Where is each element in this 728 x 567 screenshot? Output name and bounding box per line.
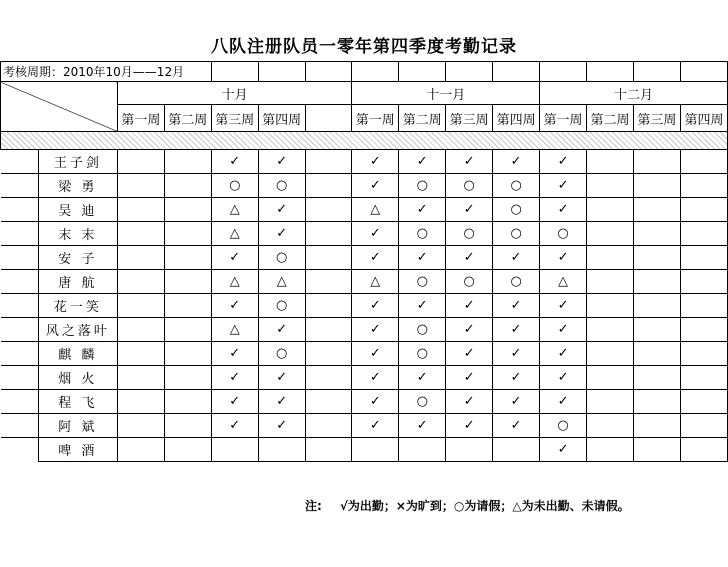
attendance-mark: ✓ [493,342,540,366]
attendance-mark [446,438,493,462]
attendance-mark [305,246,352,270]
attendance-mark: △ [211,270,258,294]
week-header-cell: 第二周 [164,105,211,132]
week-header-cell: 第一周 [540,105,587,132]
member-row [1,342,728,366]
attendance-mark [680,270,727,294]
attendance-mark [633,294,680,318]
attendance-mark [164,390,211,414]
attendance-mark [399,438,446,462]
attendance-mark: ✓ [446,342,493,366]
member-row [1,174,728,198]
member-name: 王子剑 [38,150,117,174]
attendance-mark: ✓ [352,414,399,438]
attendance-mark [117,438,164,462]
attendance-mark [352,438,399,462]
attendance-mark: ○ [399,390,446,414]
attendance-mark: ✓ [352,246,399,270]
attendance-mark: ✓ [258,222,305,246]
attendance-mark: ✓ [352,150,399,174]
attendance-mark: ○ [540,414,587,438]
hatched-separator [1,132,728,150]
row-spacer-cell [1,222,39,246]
member-name: 程 飞 [38,390,117,414]
attendance-mark: ○ [258,246,305,270]
attendance-mark [164,174,211,198]
member-name: 麒 麟 [38,342,117,366]
attendance-mark: ✓ [352,222,399,246]
attendance-mark: ✓ [352,294,399,318]
member-name: 啤 酒 [38,438,117,462]
attendance-mark [680,246,727,270]
empty-cell [633,62,680,82]
legend-label: 注: [305,499,322,513]
attendance-mark: ✓ [540,150,587,174]
row-spacer-cell [1,294,39,318]
attendance-mark: ✓ [493,366,540,390]
attendance-mark: ✓ [540,318,587,342]
attendance-mark [211,438,258,462]
row-spacer-cell [1,246,39,270]
attendance-mark [587,150,634,174]
attendance-mark [117,246,164,270]
attendance-mark [117,150,164,174]
attendance-mark [633,366,680,390]
attendance-mark: ○ [493,198,540,222]
month-header-october: 十月 [117,82,351,105]
attendance-mark: ○ [493,174,540,198]
empty-cell [680,62,727,82]
month-row [1,82,728,105]
attendance-mark: ○ [446,174,493,198]
attendance-mark: ✓ [540,294,587,318]
attendance-mark [587,174,634,198]
attendance-mark [633,390,680,414]
legend-text: √为出勤；×为旷到；○为请假；△为未出勤、未请假。 [339,499,630,513]
week-header-cell: 第三周 [633,105,680,132]
attendance-mark: ✓ [540,342,587,366]
row-spacer-cell [1,198,39,222]
attendance-mark: ○ [399,318,446,342]
empty-cell [211,62,258,82]
empty-cell [493,62,540,82]
attendance-mark [587,342,634,366]
attendance-mark [587,246,634,270]
row-spacer-cell [1,414,39,438]
attendance-mark: ○ [399,222,446,246]
attendance-mark: ✓ [446,390,493,414]
attendance-mark: ✓ [211,366,258,390]
member-name: 风之落叶 [38,318,117,342]
attendance-mark: ✓ [258,414,305,438]
attendance-mark: △ [211,222,258,246]
month-header-december: 十二月 [540,82,728,105]
attendance-mark [633,174,680,198]
attendance-table [0,61,728,462]
attendance-mark [305,150,352,174]
attendance-mark [633,342,680,366]
member-name: 阿 斌 [38,414,117,438]
attendance-mark [117,366,164,390]
empty-cell [587,62,634,82]
attendance-mark: ✓ [493,294,540,318]
attendance-mark [305,366,352,390]
attendance-mark: ✓ [493,414,540,438]
attendance-mark: △ [211,318,258,342]
attendance-mark [633,318,680,342]
attendance-mark [117,174,164,198]
row-spacer-cell [1,174,39,198]
attendance-mark [117,270,164,294]
month-header-november: 十一月 [352,82,540,105]
week-header-cell: 第四周 [258,105,305,132]
member-name: 末 末 [38,222,117,246]
attendance-mark [493,438,540,462]
attendance-mark: ✓ [352,174,399,198]
attendance-mark [633,222,680,246]
member-row [1,390,728,414]
member-row [1,318,728,342]
attendance-mark [633,246,680,270]
attendance-mark [680,438,727,462]
attendance-mark [117,198,164,222]
attendance-mark: △ [211,198,258,222]
attendance-mark: ✓ [352,342,399,366]
attendance-mark: ○ [258,294,305,318]
attendance-mark [587,294,634,318]
attendance-mark [164,270,211,294]
attendance-mark [117,294,164,318]
attendance-mark: ✓ [258,318,305,342]
attendance-mark: ✓ [211,390,258,414]
attendance-mark [117,318,164,342]
legend-note [305,497,630,514]
row-spacer-cell [1,366,39,390]
attendance-mark [305,270,352,294]
attendance-mark [305,222,352,246]
empty-cell [258,62,305,82]
attendance-mark: ✓ [446,414,493,438]
attendance-mark: △ [258,270,305,294]
row-spacer-cell [1,270,39,294]
attendance-mark [305,414,352,438]
attendance-mark [305,342,352,366]
attendance-mark: ○ [258,342,305,366]
member-row [1,414,728,438]
member-name: 梁 勇 [38,174,117,198]
attendance-mark: ✓ [493,390,540,414]
attendance-mark: ✓ [446,318,493,342]
attendance-mark [164,294,211,318]
attendance-mark [117,390,164,414]
attendance-mark: ○ [399,174,446,198]
attendance-mark [680,318,727,342]
attendance-mark: ○ [493,270,540,294]
attendance-mark [680,366,727,390]
attendance-mark [117,414,164,438]
week-header-cell: 第二周 [399,105,446,132]
attendance-mark [587,270,634,294]
attendance-mark [164,438,211,462]
week-header-cell [305,105,352,132]
attendance-mark: ✓ [258,150,305,174]
member-row [1,366,728,390]
attendance-mark [305,174,352,198]
attendance-mark [633,414,680,438]
attendance-mark: ✓ [446,246,493,270]
attendance-mark [164,222,211,246]
attendance-mark: ✓ [540,390,587,414]
attendance-mark [633,438,680,462]
empty-cell [540,62,587,82]
attendance-mark [164,150,211,174]
attendance-mark [633,198,680,222]
attendance-mark [164,318,211,342]
attendance-mark [305,198,352,222]
member-row [1,246,728,270]
hatched-separator-row [1,132,728,150]
empty-cell [352,62,399,82]
attendance-mark [305,318,352,342]
attendance-mark: ✓ [493,318,540,342]
attendance-mark: ✓ [258,390,305,414]
week-header-cell: 第三周 [211,105,258,132]
attendance-mark: ✓ [211,150,258,174]
attendance-mark [680,174,727,198]
attendance-mark [680,390,727,414]
attendance-mark: ✓ [446,198,493,222]
attendance-mark: ✓ [446,294,493,318]
attendance-mark: ✓ [493,246,540,270]
attendance-mark: ✓ [446,150,493,174]
member-name: 吴 迪 [38,198,117,222]
week-header-cell: 第四周 [493,105,540,132]
attendance-mark [117,222,164,246]
attendance-mark [117,342,164,366]
row-spacer-cell [1,150,39,174]
attendance-mark: ✓ [446,366,493,390]
attendance-mark: △ [352,198,399,222]
attendance-mark [680,294,727,318]
attendance-mark: ✓ [540,174,587,198]
attendance-mark [258,438,305,462]
attendance-mark: ✓ [211,414,258,438]
attendance-mark: ✓ [399,150,446,174]
attendance-mark [680,150,727,174]
attendance-mark: △ [540,270,587,294]
row-spacer-cell [1,318,39,342]
attendance-mark [587,366,634,390]
attendance-mark: ○ [211,174,258,198]
member-name: 唐 航 [38,270,117,294]
attendance-mark [587,438,634,462]
attendance-mark: ○ [258,174,305,198]
empty-cell [305,62,352,82]
member-name: 安 子 [38,246,117,270]
attendance-mark: ✓ [399,294,446,318]
attendance-mark: ✓ [540,198,587,222]
attendance-mark: ✓ [540,438,587,462]
attendance-mark [680,342,727,366]
attendance-mark: ✓ [493,150,540,174]
attendance-mark [164,198,211,222]
attendance-mark: ○ [540,222,587,246]
attendance-mark: ✓ [399,366,446,390]
empty-cell [399,62,446,82]
member-row [1,150,728,174]
member-row [1,294,728,318]
attendance-mark: ✓ [352,390,399,414]
attendance-mark: ✓ [399,414,446,438]
attendance-mark [587,318,634,342]
attendance-mark [680,222,727,246]
member-name: 花一笑 [38,294,117,318]
attendance-mark: ✓ [258,198,305,222]
week-header-cell: 第四周 [680,105,727,132]
attendance-mark: ✓ [258,366,305,390]
attendance-mark: ✓ [211,342,258,366]
attendance-mark [680,198,727,222]
attendance-mark: ✓ [211,294,258,318]
attendance-mark [164,414,211,438]
attendance-mark: △ [352,270,399,294]
corner-diagonal-cell [1,82,118,132]
attendance-mark [305,390,352,414]
attendance-mark: ✓ [352,366,399,390]
attendance-mark [164,246,211,270]
empty-cell [446,62,493,82]
member-row [1,198,728,222]
member-row [1,438,728,462]
period-cell: 考核周期：2010年10月——12月 [1,62,212,82]
attendance-mark [633,270,680,294]
attendance-mark: ✓ [399,198,446,222]
attendance-mark: ✓ [540,246,587,270]
attendance-mark: ✓ [540,366,587,390]
attendance-mark [305,438,352,462]
period-row [1,62,728,82]
attendance-mark: ○ [446,222,493,246]
attendance-mark: ✓ [352,318,399,342]
attendance-mark [587,414,634,438]
attendance-mark [587,198,634,222]
week-header-cell: 第二周 [587,105,634,132]
member-name: 烟 火 [38,366,117,390]
page-title: 八队注册队员一零年第四季度考勤记录 [211,37,517,57]
attendance-mark [633,150,680,174]
attendance-mark [305,294,352,318]
attendance-mark [164,366,211,390]
attendance-mark: ○ [493,222,540,246]
attendance-mark [164,342,211,366]
attendance-mark [680,414,727,438]
attendance-mark: ✓ [399,246,446,270]
attendance-mark: ○ [399,342,446,366]
week-header-cell: 第一周 [117,105,164,132]
attendance-mark: ✓ [211,246,258,270]
row-spacer-cell [1,342,39,366]
week-header-cell: 第一周 [352,105,399,132]
row-spacer-cell [1,438,39,462]
attendance-mark [587,390,634,414]
member-row [1,270,728,294]
member-row [1,222,728,246]
attendance-mark: ○ [399,270,446,294]
attendance-mark: ○ [446,270,493,294]
week-header-cell: 第三周 [446,105,493,132]
row-spacer-cell [1,390,39,414]
attendance-mark [587,222,634,246]
